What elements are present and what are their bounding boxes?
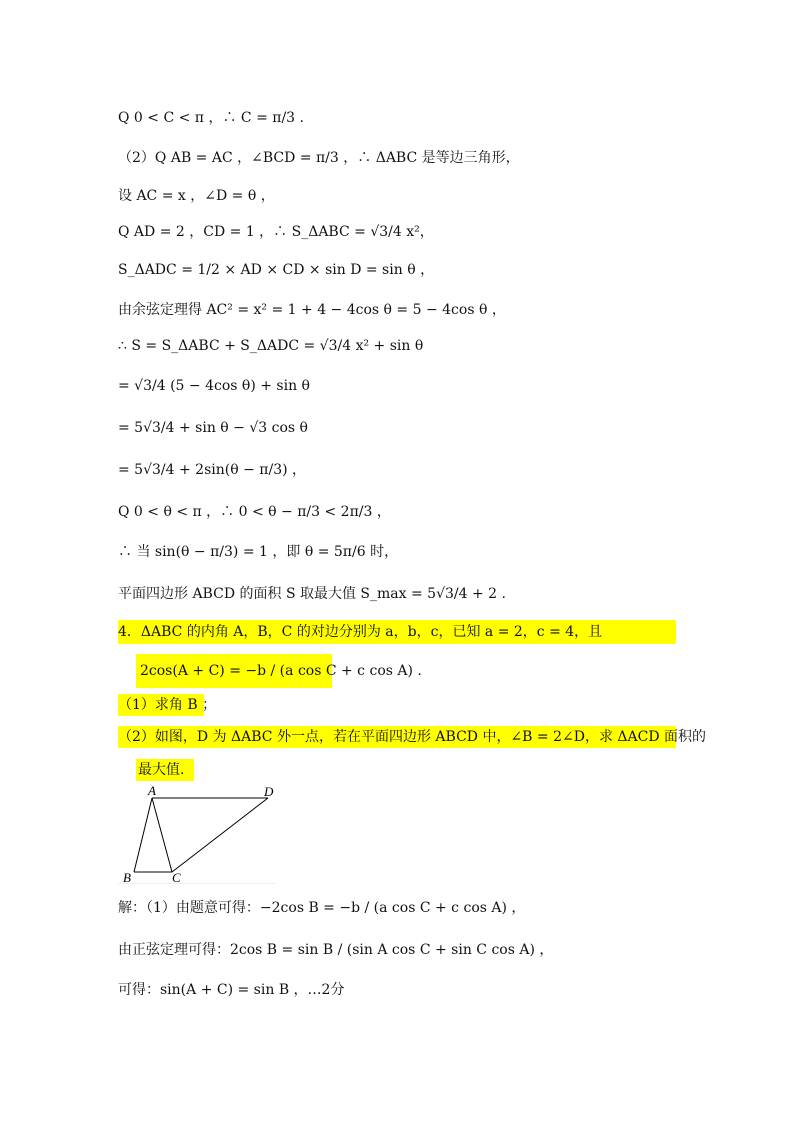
edge-ab <box>134 798 152 872</box>
line-1: Q 0 < C < π ，∴ C = π/3 . <box>118 110 304 126</box>
solution-line-3: 可得：sin(A + C) = sin B ，…2分 <box>118 982 345 998</box>
edge-ac <box>152 798 172 872</box>
label-d: D <box>264 784 274 799</box>
problem-4-part-2: （2）如图，D 为 ΔABC 外一点，若在平面四边形 ABCD 中，∠B = 2∠D，求 ΔACD 面积的 <box>118 729 707 745</box>
problem-4-statement: 4．ΔABC 的内角 A，B，C 的对边分别为 a，b，c，已知 a = 2，c = 4，且 <box>118 624 603 640</box>
label-a: A <box>148 784 156 798</box>
line-11: Q 0 < θ < π ，∴ 0 < θ − π/3 < 2π/3 ， <box>118 504 391 520</box>
line-5: S_ΔADC = 1/2 × AD × CD × sin D = sin θ ， <box>118 262 435 278</box>
solution-line-2: 由正弦定理可得：2cos B = sin B / (sin A cos C + sin C cos A) ， <box>118 942 554 958</box>
line-12: ∴ 当 sin(θ − π/3) = 1 ，即 θ = 5π/6 时， <box>118 544 399 560</box>
solution-line-1: 解：（1）由题意可得：−2cos B = −b / (a cos C + c cos A) ， <box>118 900 526 916</box>
line-13: 平面四边形 ABCD 的面积 S 取最大值 S_max = 5√3/4 + 2 . <box>118 586 506 602</box>
label-b: B <box>123 870 131 884</box>
line-6: 由余弦定理得 AC² = x² = 1 + 4 − 4cos θ = 5 − 4cos θ ， <box>118 302 506 318</box>
label-c: C <box>172 870 181 884</box>
edge-cd <box>172 798 268 872</box>
problem-4-part-2-cont: 最大值. <box>138 762 185 778</box>
quadrilateral-figure <box>118 784 278 884</box>
line-4: Q AD = 2 ，CD = 1 ，∴ S_ΔABC = √3/4 x²， <box>118 224 434 240</box>
problem-4-part-1: （1）求角 B ； <box>118 697 217 713</box>
line-10: = 5√3/4 + 2sin(θ − π/3) ， <box>118 462 307 478</box>
line-3: 设 AC = x ，∠D = θ ， <box>118 188 275 204</box>
line-2: （2）Q AB = AC ，∠BCD = π/3 ，∴ ΔABC 是等边三角形， <box>118 150 520 166</box>
problem-4-condition: 2cos(A + C) = −b / (a cos C + c cos A) . <box>140 663 422 679</box>
line-9: = 5√3/4 + sin θ − √3 cos θ <box>118 420 308 436</box>
line-7: ∴ S = S_ΔABC + S_ΔADC = √3/4 x² + sin θ <box>118 338 424 354</box>
line-8: = √3/4 (5 − 4cos θ) + sin θ <box>118 378 310 394</box>
